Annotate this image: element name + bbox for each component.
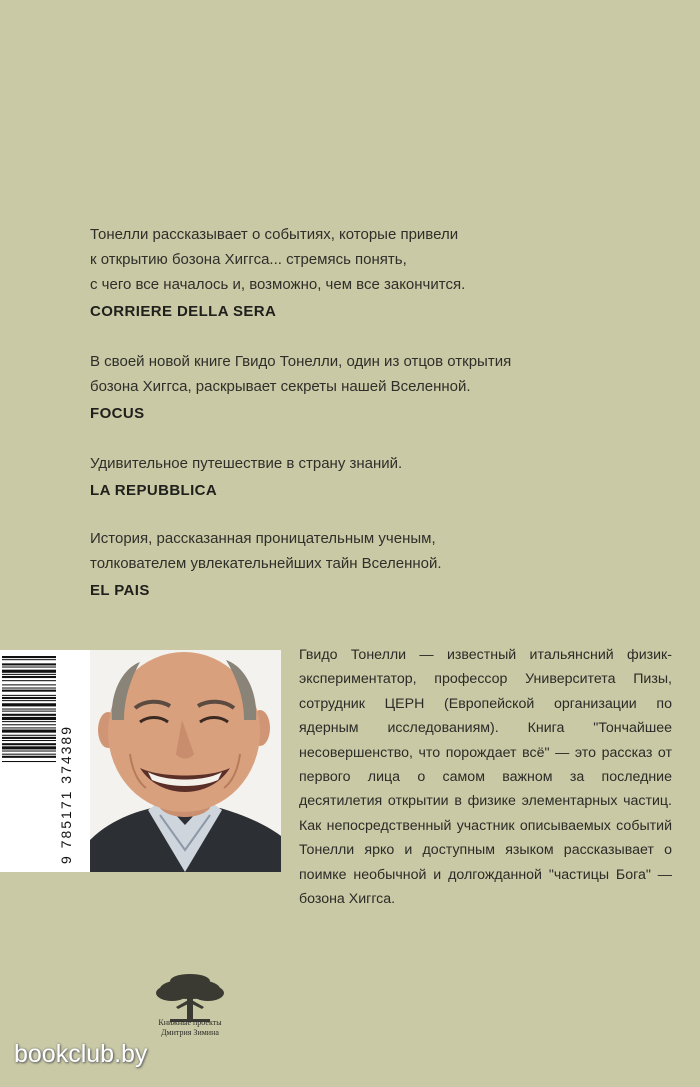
quote-line: В своей новой книге Гвидо Тонелли, один из отцов открытия [90, 353, 512, 370]
quote-line: к открытию бозона Хиггса... стремясь понять, [90, 251, 407, 268]
quote-elpais [90, 526, 550, 604]
quote-source: EL PAIS [90, 582, 150, 599]
author-bio: Гвидо Тонелли — известный итальянсний физик-экспериментатор, профессор Университета Пизы, сотрудник ЦЕРН (Европейской организации по ядерным исследованиям). Книга "Тончайшее несовершенство, что порождает всё" — это рассказ от первого лица о самом важном за последние десятилетия открытии в физике элементарных частиц. Как непосредственный участник описываемых событий Тонелли ярко и доступным языком рассказывает о поимке необычной и долгожданной "частицы Бога" — бозона Хиггса. [299, 647, 672, 908]
site-watermark: bookclub.by [14, 1040, 148, 1068]
review-quotes [90, 222, 550, 626]
quote-source: CORRIERE DELLA SERA [90, 303, 277, 320]
quote-source: LA REPUBBLICA [90, 482, 218, 499]
publisher-name [138, 1018, 242, 1038]
quote-focus [90, 349, 550, 427]
quote-repubblica [90, 451, 550, 504]
quote-line: бозона Хиггса, раскрывает секреты нашей Вселенной. [90, 378, 471, 395]
author-photo [90, 650, 281, 872]
publisher-line-1: Книжные проекты [158, 1018, 222, 1027]
barcode-bars [0, 650, 58, 872]
publisher-line-2: Дмитрия Зимина [161, 1028, 219, 1037]
author-portrait-image [90, 650, 281, 872]
quote-line: История, рассказанная проницательным ученым, [90, 530, 436, 547]
barcode-number: 9 785171 374389 [58, 725, 74, 864]
quote-corriere [90, 222, 550, 325]
quote-line: толкователем увлекательнейших тайн Вселенной. [90, 555, 442, 572]
isbn-barcode [0, 650, 90, 872]
quote-line: с чего все началось и, возможно, чем все закончится. [90, 276, 466, 293]
quote-line: Удивительное путешествие в страну знаний. [90, 455, 403, 472]
quote-line: Тонелли рассказывает о событиях, которые привели [90, 226, 459, 243]
quote-source: FOCUS [90, 405, 145, 422]
